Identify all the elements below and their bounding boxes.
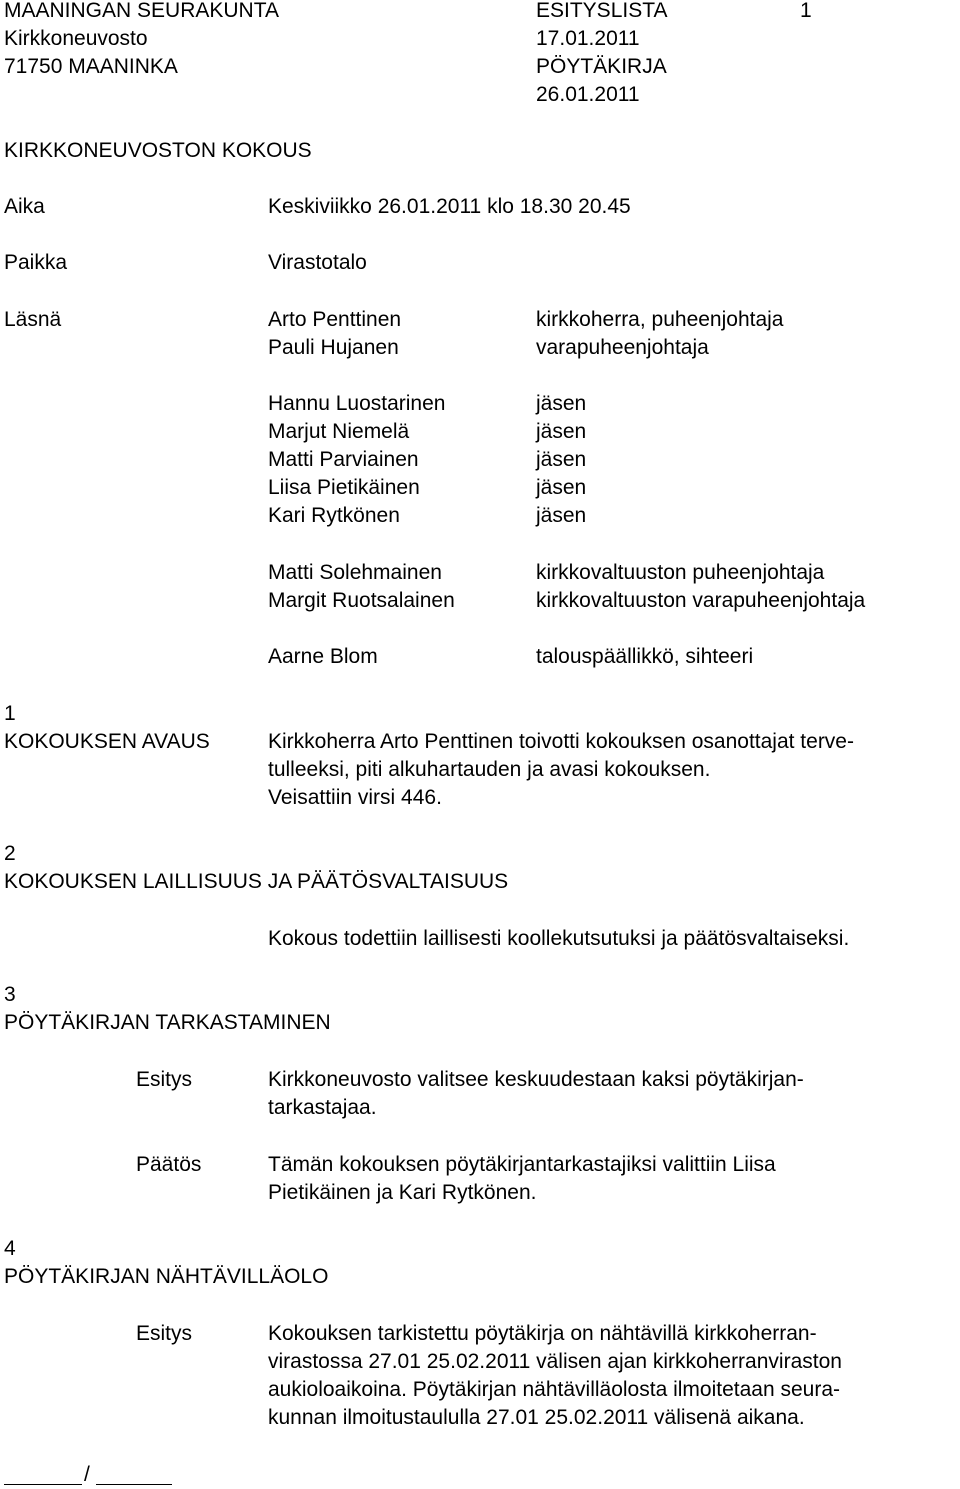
council-name: Kirkkoneuvosto xyxy=(4,27,148,50)
section-heading: PÖYTÄKIRJAN NÄHTÄVILLÄOLO xyxy=(4,1265,329,1288)
time-value: Keskiviikko 26.01.2011 klo 18.30 20.45 xyxy=(268,195,631,218)
section-heading: KOKOUKSEN LAILLISUUS JA PÄÄTÖSVALTAISUUS xyxy=(4,870,509,893)
attendee-role: jäsen xyxy=(536,448,587,471)
agenda-date: 17.01.2011 xyxy=(536,27,640,50)
time-label: Aika xyxy=(4,195,45,218)
attendee-role: varapuheenjohtaja xyxy=(536,336,709,359)
present-label: Läsnä xyxy=(4,308,62,331)
section-number: 1 xyxy=(4,702,16,725)
section-number: 3 xyxy=(4,983,16,1006)
attendee-role: kirkkovaltuuston varapuheenjohtaja xyxy=(536,589,866,612)
section-text-line: Kirkkoherra Arto Penttinen toivotti kokouksen osanottajat terve- xyxy=(268,730,854,753)
decision-label: Päätös xyxy=(136,1153,202,1176)
attendee-name: Hannu Luostarinen xyxy=(268,392,446,415)
section-heading: PÖYTÄKIRJAN TARKASTAMINEN xyxy=(4,1011,331,1034)
agenda-label: ESITYSLISTA xyxy=(536,0,668,22)
attendee-role: talouspäällikkö, sihteeri xyxy=(536,645,754,668)
place-value: Virastotalo xyxy=(268,251,367,274)
attendee-role: kirkkovaltuuston puheenjohtaja xyxy=(536,561,825,584)
proposal-text-line: kunnan ilmoitustaululla 27.01 25.02.2011 välisenä aikana. xyxy=(268,1406,805,1429)
section-text-line: tulleeksi, piti alkuhartauden ja avasi kokouksen. xyxy=(268,758,711,781)
attendee-name: Liisa Pietikäinen xyxy=(268,476,420,499)
section-number: 2 xyxy=(4,842,16,865)
postal-address: 71750 MAANINKA xyxy=(4,55,178,78)
page-number: 1 xyxy=(800,0,812,22)
section-heading: KOKOUKSEN AVAUS xyxy=(4,730,210,753)
proposal-text-line: tarkastajaa. xyxy=(268,1096,377,1119)
attendee-name: Marjut Niemelä xyxy=(268,420,410,443)
proposal-label: Esitys xyxy=(136,1068,193,1091)
attendee-role: jäsen xyxy=(536,392,587,415)
section-number: 4 xyxy=(4,1237,16,1260)
attendee-role: kirkkoherra, puheenjohtaja xyxy=(536,308,784,331)
organization-name: MAANINGAN SEURAKUNTA xyxy=(4,0,279,22)
attendee-role: jäsen xyxy=(536,504,587,527)
attendee-name: Pauli Hujanen xyxy=(268,336,399,359)
attendee-name: Matti Solehmainen xyxy=(268,561,442,584)
proposal-text-line: Kirkkoneuvosto valitsee keskuudestaan kaksi pöytäkirjan- xyxy=(268,1068,804,1091)
minutes-date: 26.01.2011 xyxy=(536,83,640,106)
initials-line-left xyxy=(4,1484,82,1485)
attendee-name: Arto Penttinen xyxy=(268,308,402,331)
attendee-name: Margit Ruotsalainen xyxy=(268,589,455,612)
attendee-role: jäsen xyxy=(536,476,587,499)
section-text-line: Veisattiin virsi 446. xyxy=(268,786,442,809)
decision-text-line: Pietikäinen ja Kari Rytkönen. xyxy=(268,1181,537,1204)
proposal-text-line: Kokouksen tarkistettu pöytäkirja on nähtävillä kirkkoherran- xyxy=(268,1322,817,1345)
proposal-text-line: virastossa 27.01 25.02.2011 välisen ajan kirkkoherranviraston xyxy=(268,1350,842,1373)
initials-line-right xyxy=(96,1484,172,1485)
attendee-name: Matti Parviainen xyxy=(268,448,419,471)
section-text-line: Kokous todettiin laillisesti koollekutsutuksi ja päätösvaltaiseksi. xyxy=(268,927,850,950)
initials-separator: / xyxy=(84,1463,90,1486)
proposal-text-line: aukioloaikoina. Pöytäkirjan nähtävilläolosta ilmoitetaan seura- xyxy=(268,1378,840,1401)
minutes-label: PÖYTÄKIRJA xyxy=(536,55,667,78)
attendee-name: Aarne Blom xyxy=(268,645,378,668)
proposal-label: Esitys xyxy=(136,1322,193,1345)
place-label: Paikka xyxy=(4,251,68,274)
decision-text-line: Tämän kokouksen pöytäkirjantarkastajiksi valittiin Liisa xyxy=(268,1153,776,1176)
meeting-title: KIRKKONEUVOSTON KOKOUS xyxy=(4,139,312,162)
attendee-role: jäsen xyxy=(536,420,587,443)
attendee-name: Kari Rytkönen xyxy=(268,504,400,527)
